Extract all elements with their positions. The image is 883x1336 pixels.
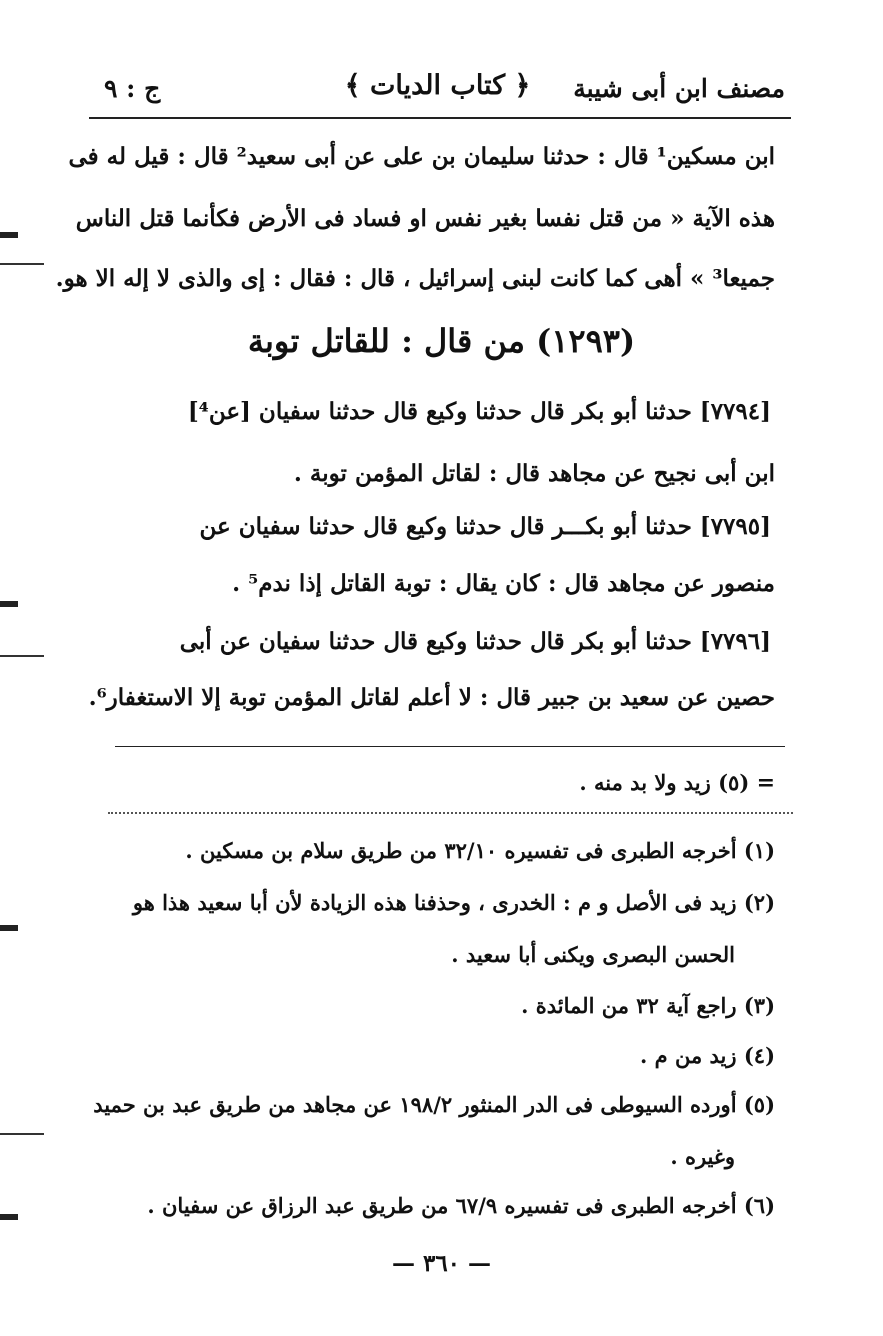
margin-mark bbox=[0, 655, 44, 657]
footnote-separator bbox=[115, 746, 785, 747]
section-heading: (١٢٩٣) من قال : للقاتل توبة bbox=[247, 322, 636, 360]
footnote-2-cont: الحسن البصرى ويكنى أبا سعيد . bbox=[451, 942, 735, 967]
book-title: مصنف ابن أبى شيبة bbox=[573, 74, 785, 103]
footnote-5: (٥) أورده السيوطى فى الدر المنثور ١٩٨/٢ عن مجاهد من طريق عبد بن حميد bbox=[93, 1092, 775, 1117]
hadith-7795: [٧٧٩٥] حدثنا أبو بكـــر قال حدثنا وكيع قال حدثنا سفيان عن bbox=[199, 513, 771, 540]
margin-mark bbox=[0, 1214, 18, 1220]
footnote-2: (٢) زيد فى الأصل و م : الخدرى ، وحذفنا هذه الزيادة لأن أبا سعيد هذا هو bbox=[132, 890, 775, 915]
margin-mark bbox=[0, 263, 44, 265]
margin-mark bbox=[0, 232, 18, 238]
margin-mark bbox=[0, 925, 18, 931]
hadith-7796: [٧٧٩٦] حدثنا أبو بكر قال حدثنا وكيع قال حدثنا سفيان عن أبى bbox=[179, 628, 771, 655]
chapter-title: ﴿ كتاب الديات ﴾ bbox=[344, 70, 531, 101]
running-header bbox=[90, 70, 785, 110]
text-line: هذه الآية « من قتل نفسا بغير نفس او فساد فى الأرض فكأنما قتل الناس bbox=[75, 205, 775, 232]
footnote-text: (٥) زيد ولا بد منه . bbox=[579, 770, 750, 795]
footnote-6: (٦) أخرجه الطبرى فى تفسيره ٦٧/٩ من طريق عبد الرزاق عن سفيان . bbox=[147, 1193, 775, 1218]
footnote-wave-rule bbox=[108, 812, 793, 814]
footnote-5-cont: وغيره . bbox=[670, 1144, 735, 1169]
hadith-7795-cont: منصور عن مجاهد قال : كان يقال : توبة القاتل إذا ندم⁵ . bbox=[232, 570, 775, 597]
carryover-mark: = bbox=[756, 770, 775, 796]
header-rule bbox=[89, 117, 791, 119]
hadith-7794-cont: ابن أبى نجيح عن مجاهد قال : لقاتل المؤمن توبة . bbox=[293, 460, 775, 487]
hadith-7794: [٧٧٩٤] حدثنا أبو بكر قال حدثنا وكيع قال حدثنا سفيان [عن⁴] bbox=[187, 398, 771, 425]
text-line: جميعا³ » أهى كما كانت لبنى إسرائيل ، قال : فقال : إى والذى لا إله الا هو. bbox=[55, 265, 775, 292]
footnote-1: (١) أخرجه الطبرى فى تفسيره ٣٢/١٠ من طريق سلام بن مسكين . bbox=[185, 838, 775, 863]
margin-mark bbox=[0, 1133, 44, 1135]
margin-mark bbox=[0, 601, 18, 607]
page-number: — ٣٦٠ — bbox=[391, 1250, 492, 1277]
footnote-4: (٤) زيد من م . bbox=[640, 1043, 775, 1068]
volume-number: ج : ٩ bbox=[104, 74, 161, 103]
footnote-carryover bbox=[97, 770, 775, 796]
text-line: ابن مسكين¹ قال : حدثنا سليمان بن على عن أبى سعيد² قال : قيل له فى bbox=[68, 143, 775, 170]
footnote-3: (٣) راجع آية ٣٢ من المائدة . bbox=[521, 993, 775, 1018]
hadith-7796-cont: حصين عن سعيد بن جبير قال : لا أعلم لقاتل المؤمن توبة إلا الاستغفار⁶. bbox=[88, 684, 775, 711]
